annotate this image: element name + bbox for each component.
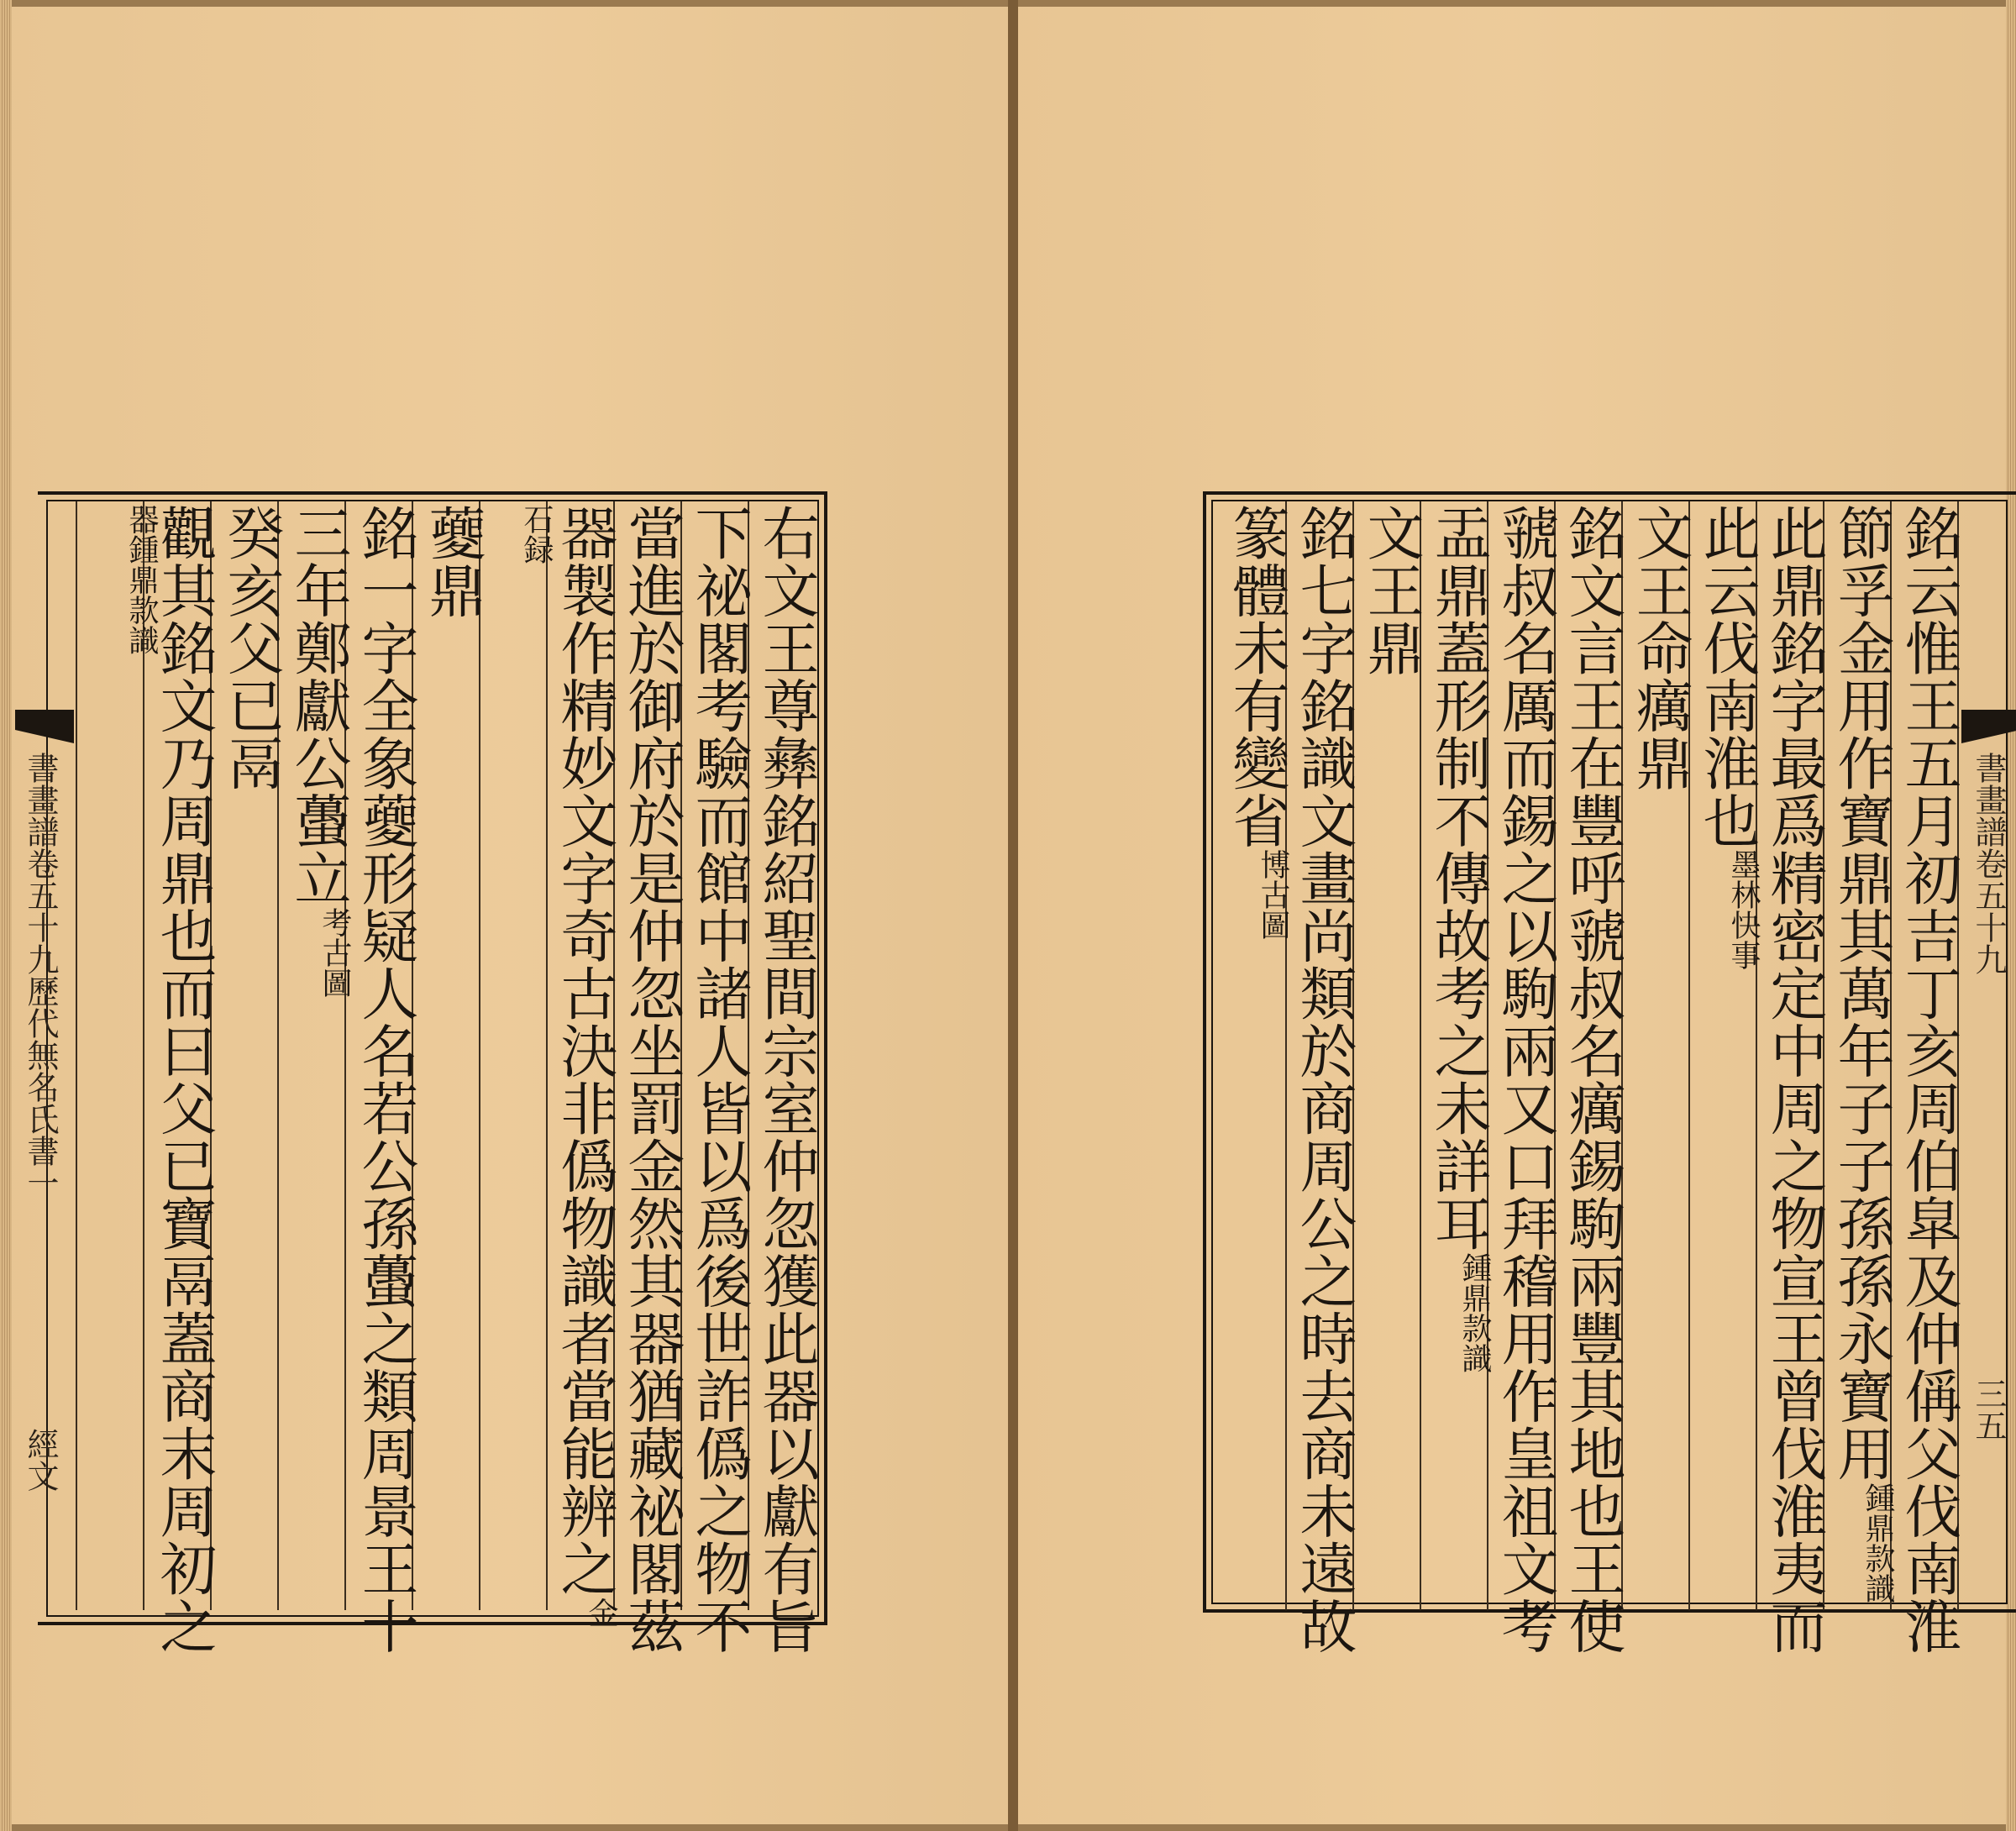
text-column: 器製作精妙文字奇古決非僞物識者當能辨之金 bbox=[551, 504, 618, 1628]
source-note: 器鍾鼎款識 bbox=[124, 504, 159, 655]
text-column: 此鼎銘字最爲精密定中周之物宣王曾伐淮夷而 bbox=[1761, 504, 1827, 1655]
entry-title: 䕫鼎 bbox=[419, 504, 486, 619]
entry-title: 癸亥父已鬲 bbox=[218, 504, 284, 792]
text-column bbox=[91, 504, 158, 1604]
folio-number: 經文 bbox=[22, 1428, 59, 1492]
source-note: 鍾鼎款識 bbox=[1457, 1251, 1492, 1373]
text-column: 三年鄭獻公蠆立考古圖 bbox=[285, 504, 352, 998]
text-column: 觀其銘文乃周鼎也而曰父已寶鬲蓋商末周初之 bbox=[150, 504, 217, 1655]
text-column: 下祕閣考驗而館中諸人皆以爲後世詐僞之物不 bbox=[685, 504, 752, 1655]
text-column: 右文王尊彝銘紹聖間宗室仲忽獲此器以獻有旨 bbox=[753, 504, 819, 1655]
text-column: 節孚金用作寶鼎其萬年子子孫孫永寶用鍾鼎款識 bbox=[1828, 504, 1895, 1603]
source-note: 石録 bbox=[519, 504, 554, 564]
source-note: 墨林快事 bbox=[1726, 849, 1761, 970]
entry-title: 文王命癘鼎 bbox=[1626, 504, 1693, 792]
text-column: 銘七字銘識文畫尚類於商周公之時去商未遠故 bbox=[1290, 504, 1357, 1655]
entry-title: 文王鼎 bbox=[1357, 504, 1424, 677]
folio-number: 三五 bbox=[1970, 1377, 2007, 1441]
text-column: 當進於御府於是仲忽坐罰金然其器猶藏祕閣茲 bbox=[618, 504, 685, 1655]
source-note: 鍾鼎款識 bbox=[1861, 1482, 1895, 1603]
running-title: 書畫譜卷五十九 bbox=[1970, 752, 2007, 975]
source-note: 金 bbox=[584, 1597, 618, 1628]
text-column: 銘云惟王五月初吉丁亥周伯皐及仲偁父伐南淮 bbox=[1895, 504, 1961, 1655]
column-rule bbox=[76, 501, 77, 1610]
source-note: 博古圖 bbox=[1256, 849, 1290, 940]
text-column: 此云伐南淮也墨林快事 bbox=[1693, 504, 1761, 970]
text-column: 篆體未有變省博古圖 bbox=[1223, 504, 1290, 940]
text-column: 銘文言王在豐呼虢叔名癘錫駒兩豐其地也王使 bbox=[1559, 504, 1625, 1655]
page-edges-left bbox=[0, 0, 12, 1831]
text-column: 虢叔名厲而錫之以駒兩又口拜稽用作皇祖文考 bbox=[1492, 504, 1558, 1655]
text-column: 盂鼎蓋形制不傳故考之未詳耳鍾鼎款識 bbox=[1425, 504, 1492, 1373]
book-gutter bbox=[1008, 0, 1018, 1831]
running-title: 書畫譜卷五十九歷代無名氏書一 bbox=[22, 752, 59, 1199]
text-column bbox=[486, 504, 553, 1604]
source-note: 考古圖 bbox=[318, 906, 352, 998]
text-column: 銘一字全象䕫形疑人名若公孫蠆之類周景王十 bbox=[352, 504, 418, 1655]
